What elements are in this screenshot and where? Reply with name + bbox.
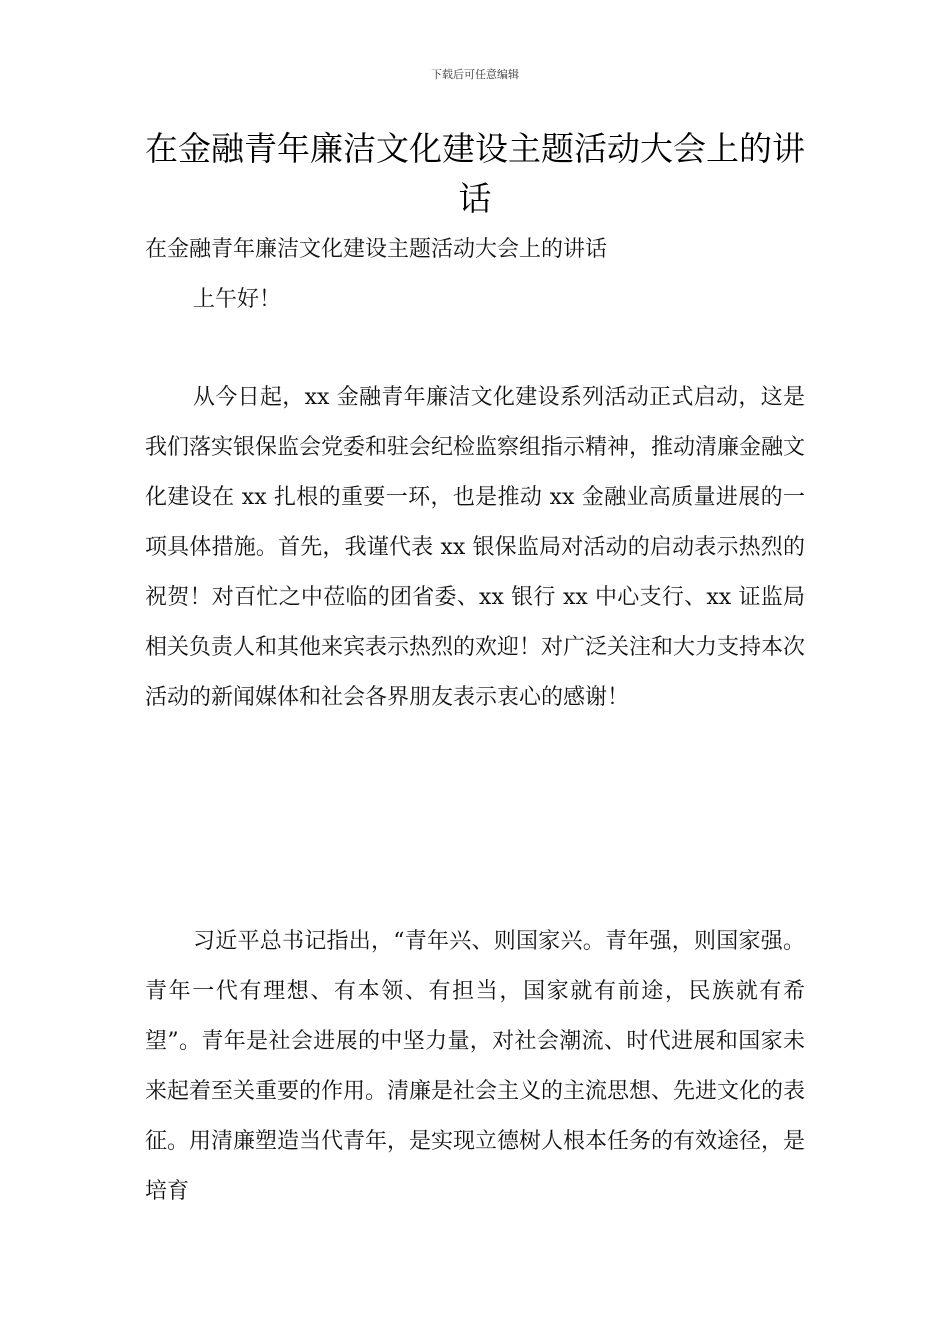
document-subtitle: 在金融青年廉洁文化建设主题活动大会上的讲话	[145, 237, 608, 262]
header-note: 下载后可任意编辑	[431, 68, 519, 81]
document-title: 在金融青年廉洁文化建设主题活动大会上的讲话	[145, 129, 805, 218]
paragraph-2: 习近平总书记指出，“青年兴、则国家兴。青年强，则国家强。青年一代有理想、有本领、有担当，国家就有前途，民族就有希望”。青年是社会进展的中坚力量，对社会潮流、时代进展和国家未来起着至关重要的作用。清廉是社会主义的主流思想、先进文化的表征。用清廉塑造当代青年，是实现立德树人根本任务的有效途径，是培育	[145, 929, 806, 1204]
paragraph-1: 从今日起，xx 金融青年廉洁文化建设系列活动正式启动，这是我们落实银保监会党委和驻会纪检监察组指示精神，推动清廉金融文化建设在 xx 扎根的重要一环，也是推动 xx 金融业高质量进展的一项具体措施。首先，我谨代表 xx 银保监局对活动的启动表示热烈的祝贺！对百忙之中莅临的团省委、xx 银行 xx 中心支行、xx 证监局相关负责人和其他来宾表示热烈的欢迎！对广泛关注和大力支持本次活动的新闻媒体和社会各界朋友表示衷心的感谢！	[145, 385, 806, 710]
greeting: 上午好！	[193, 287, 282, 312]
